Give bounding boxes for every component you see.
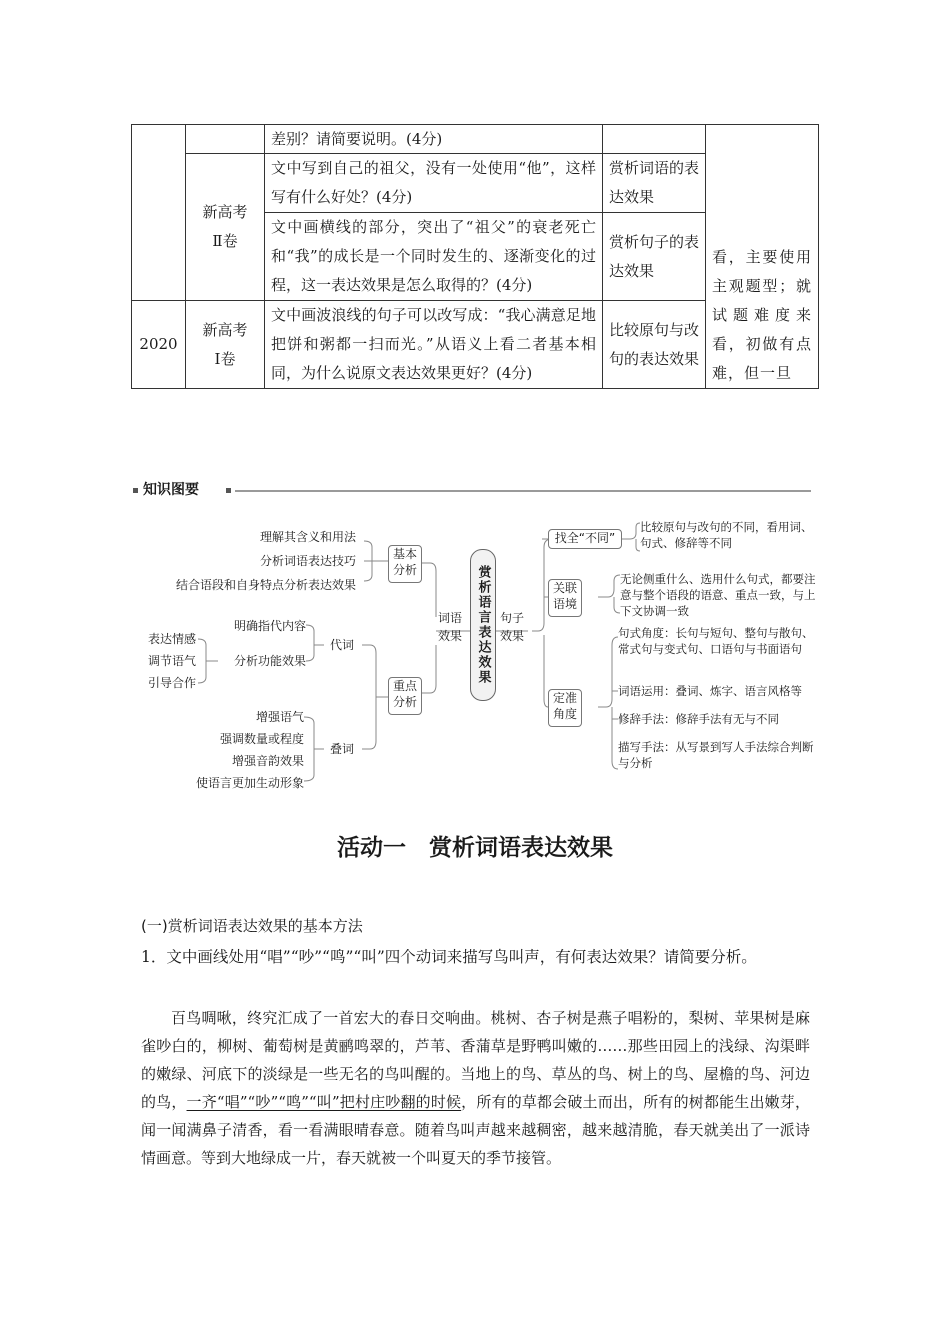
reduplication-item: 增强语气: [255, 710, 304, 724]
passage-text: 百鸟啁啾，终究汇成了一首宏大的春日交响曲。桃树、杏子树是燕子唱粉的，梨树、苹果树是麻雀吵白的，柳树、葡萄树是黄鹂鸣翠的，芦苇、香蒲草是野鸭叫嫩的……那些田园上的浅绿、沟渠畔的嫩绿、河底下的淡绿是一些无名的鸟叫醒的。当地上的鸟、草丛的鸟、树上的鸟、屋檐的鸟、河边的鸟，: [141, 1009, 810, 1111]
square-bullet-icon: [133, 488, 138, 493]
analysis-text: 看，主要使用主观题型；就试题难度来看，初做有点难，但一旦: [712, 248, 812, 382]
angle-item: 词语运用：叠词、炼字、语言风格等: [618, 684, 802, 698]
reduplication-node: 叠词: [330, 742, 355, 756]
pronoun-item: 明确指代内容: [233, 619, 306, 633]
question-cell: 差别？请简要说明。(4分): [265, 125, 603, 154]
question-cell: 文中画横线的部分，突出了“祖父”的衰老死亡和“我”的成长是一个同时发生的、逐渐变化的过程，这一表达效果是怎么取得的？(4分): [265, 213, 603, 301]
exam-table: [131, 124, 819, 389]
find-diff-node: 找全“不同”: [548, 529, 622, 549]
question-cell: 文中写到自己的祖父，没有一处使用“他”，这样写有什么好处？(4分): [265, 154, 603, 213]
sentence-effect-label: 句子效果: [500, 611, 525, 643]
section-title-bar: [131, 480, 811, 500]
basic-item: 理解其含义和用法: [259, 530, 356, 544]
sub-heading: (一)赏析词语表达效果的基本方法: [141, 917, 363, 935]
paper-cell-empty: [186, 125, 265, 154]
paper-name: 新高考: [202, 203, 248, 221]
find-diff-desc: 比较原句与改句的不同，看用词、句式、修辞等不同: [640, 520, 813, 550]
underlined-sentence: 一齐“唱”“吵”“鸣”“叫”把村庄吵翻的时候: [186, 1093, 462, 1111]
passage-text: ，所有的草都会破土而出，所有的树都能生出嫩芽，闻一闻满鼻子清香，看一看满眼晴春意。随着鸟叫声越来越稠密，越来越清脆，春天就美出了一派诗情画意。等到大地绿成一片，春天就被一个叫夏天的季节接管。: [141, 1093, 810, 1167]
reading-passage: [141, 1004, 810, 1172]
basic-item: 分析词语表达技巧: [259, 554, 356, 568]
knowledge-mindmap: [120, 505, 820, 805]
angle-node: 定准角度: [548, 689, 582, 727]
center-node: 赏析语言表达效果: [470, 549, 496, 701]
point-cell: 赏析句子的表达效果: [603, 213, 706, 301]
reduplication-item: 增强音韵效果: [231, 754, 304, 768]
square-bullet-icon: [226, 488, 231, 493]
year-cell-empty: [132, 125, 186, 301]
point-cell: 赏析词语的表达效果: [603, 154, 706, 213]
angle-item: 修辞手法：修辞手法有无与不同: [618, 712, 779, 726]
question-text: 1．文中画线处用“唱”“吵”“鸣”“叫”四个动词来描写鸟叫声，有何表达效果？请简要分析。: [141, 948, 757, 966]
point-cell: 比较原句与改句的表达效果: [603, 301, 706, 389]
point-cell-empty: [603, 125, 706, 154]
function-item: 表达情感: [147, 632, 196, 646]
analysis-cell: [706, 125, 819, 389]
question-cell: 文中画波浪线的句子可以改写成：“我心满意足地把饼和粥都一扫而光。”从语义上看二者基本相同，为什么说原文表达效果更好？(4分): [265, 301, 603, 389]
angle-item: 句式角度：长句与短句、整句与散句、常式句与变式句、口语句与书面语句: [618, 626, 814, 656]
key-analysis-node: 重点分析: [388, 677, 422, 715]
section-title: 知识图要: [143, 482, 199, 498]
pronoun-item: 分析功能效果: [233, 654, 306, 668]
pronoun-node: 代词: [330, 638, 355, 652]
paper-name: 新高考: [202, 320, 248, 339]
activity-title: 活动一 赏析词语表达效果: [337, 835, 613, 861]
function-item: 引导合作: [147, 676, 196, 690]
paper-cell: [186, 154, 265, 301]
reduplication-item: 使语言更加生动形象: [195, 776, 304, 790]
divider: [235, 490, 811, 492]
basic-item: 结合语段和自身特点分析表达效果: [175, 578, 356, 592]
reduplication-item: 强调数量或程度: [219, 732, 304, 746]
paper-volume: Ⅱ卷: [212, 232, 238, 250]
paper-cell: [186, 301, 265, 389]
paper-volume: Ⅰ卷: [214, 349, 236, 368]
angle-item: 描写手法：从写景到写人手法综合判断与分析: [618, 740, 814, 770]
year-cell: 2020: [132, 301, 186, 389]
context-desc: 无论侧重什么、选用什么句式，都要注意与整个语段的语意、重点一致，与上下文协调一致: [620, 572, 816, 618]
context-node: 关联语境: [548, 579, 582, 617]
table-row: [132, 125, 819, 154]
basic-analysis-node: 基本分析: [388, 545, 422, 583]
word-effect-label: 词语效果: [438, 611, 463, 643]
function-item: 调节语气: [147, 654, 196, 668]
